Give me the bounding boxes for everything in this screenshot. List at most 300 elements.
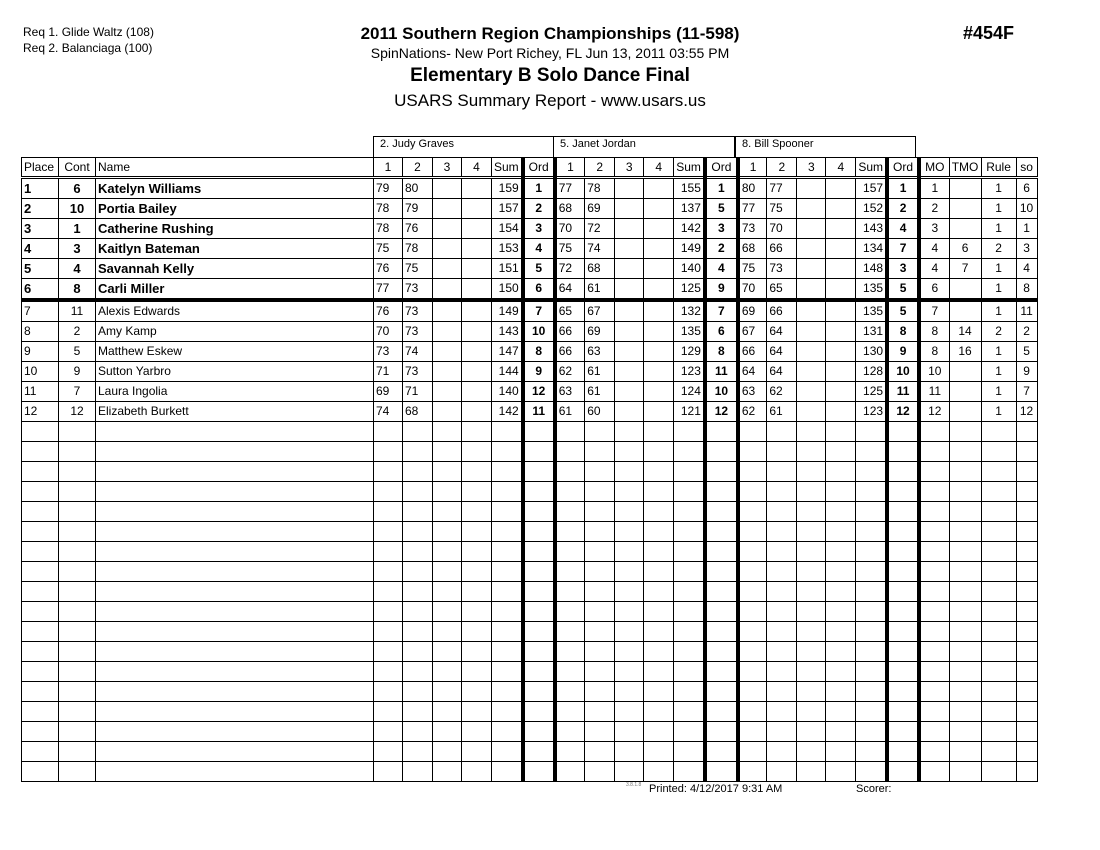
mo-cell: 8 [919,342,949,362]
judge-3-ordinal: 7 [887,239,919,259]
judge-3-ordinal: 10 [887,362,919,382]
rule-cell: 1 [981,199,1016,219]
blank-cell [374,462,403,482]
blank-cell [615,642,644,662]
judge-3-score-1: 69 [738,300,767,322]
blank-cell [644,742,674,762]
blank-cell [59,562,96,582]
blank-cell [433,542,462,562]
blank-cell [949,762,981,782]
judge-2-score-4 [644,178,674,199]
blank-cell [555,522,585,542]
judge-2-sum: 123 [674,362,705,382]
blank-cell [674,502,705,522]
judge-1-score-2: 75 [403,259,433,279]
blank-cell [523,542,555,562]
skater-name-cell: Catherine Rushing [96,219,374,239]
place-cell: 9 [22,342,59,362]
contestant-number-cell: 11 [59,300,96,322]
skater-name-cell: Elizabeth Burkett [96,402,374,422]
judge-2-score-2: 60 [585,402,615,422]
tmo-cell [949,219,981,239]
judge-2-score-4 [644,342,674,362]
blank-cell [981,502,1016,522]
mo-cell: 1 [919,178,949,199]
judge-3-score-4 [826,199,856,219]
blank-cell [96,682,374,702]
blank-cell [856,522,887,542]
blank-cell [403,602,433,622]
rule-cell: 1 [981,219,1016,239]
blank-cell [492,482,523,502]
blank-cell [22,562,59,582]
col-j3-sum: Sum [856,158,887,178]
blank-cell [523,462,555,482]
blank-cell [59,762,96,782]
col-j1-sum: Sum [492,158,523,178]
judge-3-sum: 130 [856,342,887,362]
blank-cell [555,702,585,722]
blank-cell [981,662,1016,682]
place-cell: 10 [22,362,59,382]
mo-cell: 11 [919,382,949,402]
judge-2-score-3 [615,239,644,259]
rule-cell: 1 [981,300,1016,322]
blank-cell [96,462,374,482]
judge-1-score-4 [462,322,492,342]
judge-2-ordinal: 12 [705,402,738,422]
judge-2-sum: 132 [674,300,705,322]
blank-cell [797,522,826,542]
so-cell: 9 [1016,362,1037,382]
place-cell: 2 [22,199,59,219]
so-cell: 5 [1016,342,1037,362]
blank-row [22,482,1038,502]
blank-cell [1016,462,1037,482]
blank-cell [674,462,705,482]
judge-1-score-4 [462,239,492,259]
tmo-cell [949,362,981,382]
blank-cell [919,462,949,482]
judge-3-score-3 [797,300,826,322]
skater-name-cell: Alexis Edwards [96,300,374,322]
blank-cell [767,522,797,542]
blank-cell [674,762,705,782]
blank-cell [856,742,887,762]
mo-cell: 4 [919,239,949,259]
blank-row [22,502,1038,522]
blank-cell [585,722,615,742]
blank-cell [949,482,981,502]
blank-cell [981,442,1016,462]
blank-cell [981,562,1016,582]
blank-cell [615,462,644,482]
contestant-number-cell: 9 [59,362,96,382]
judge-2-score-2: 61 [585,362,615,382]
blank-cell [674,422,705,442]
blank-cell [492,602,523,622]
col-j2-score2: 2 [585,158,615,178]
blank-cell [856,582,887,602]
table-row [22,402,1038,422]
blank-cell [96,502,374,522]
blank-cell [767,622,797,642]
judge-1-sum: 142 [492,402,523,422]
judge-2-score-4 [644,239,674,259]
blank-cell [738,742,767,762]
judge-2-score-1: 70 [555,219,585,239]
judge-2-score-3 [615,199,644,219]
blank-cell [705,582,738,602]
judge-1-score-3 [433,342,462,362]
so-cell: 12 [1016,402,1037,422]
blank-cell [705,422,738,442]
blank-cell [738,602,767,622]
blank-cell [738,622,767,642]
judge-1-ordinal: 7 [523,300,555,322]
event-code: #454F [963,23,1015,43]
place-cell: 11 [22,382,59,402]
blank-cell [492,502,523,522]
blank-cell [797,662,826,682]
judge-2-score-2: 63 [585,342,615,362]
blank-cell [738,562,767,582]
judge-1-score-2: 68 [403,402,433,422]
blank-cell [22,642,59,662]
requirement-1: Req 1. Glide Waltz (108) [23,25,154,39]
contestant-number-cell: 12 [59,402,96,422]
blank-cell [523,622,555,642]
blank-cell [585,582,615,602]
blank-cell [523,602,555,622]
judge-3-score-2: 66 [767,239,797,259]
blank-cell [856,682,887,702]
blank-cell [585,542,615,562]
blank-cell [615,442,644,462]
blank-cell [887,762,919,782]
blank-cell [797,422,826,442]
judge-1-score-3 [433,259,462,279]
judge-1-score-1: 76 [374,300,403,322]
blank-cell [615,602,644,622]
blank-cell [674,522,705,542]
blank-cell [403,642,433,662]
blank-cell [797,622,826,642]
table-row [22,259,1038,279]
blank-cell [919,662,949,682]
judge-1-ordinal: 9 [523,362,555,382]
blank-cell [919,482,949,502]
col-j3-score1: 1 [738,158,767,178]
blank-cell [705,542,738,562]
judge-1-ordinal: 6 [523,279,555,301]
blank-cell [1016,522,1037,542]
judge-1-score-4 [462,219,492,239]
blank-cell [374,762,403,782]
blank-cell [96,602,374,622]
judge-1-score-2: 74 [403,342,433,362]
judge-3-sum: 135 [856,279,887,301]
contestant-number-cell: 3 [59,239,96,259]
blank-cell [1016,422,1037,442]
judge-2-ordinal: 10 [705,382,738,402]
col-place: Place [22,158,59,178]
judge-1-ordinal: 10 [523,322,555,342]
blank-cell [523,582,555,602]
blank-row [22,582,1038,602]
blank-cell [585,442,615,462]
blank-cell [403,722,433,742]
blank-cell [644,562,674,582]
blank-cell [738,722,767,742]
blank-cell [919,642,949,662]
blank-cell [615,582,644,602]
blank-row [22,722,1038,742]
blank-cell [374,642,403,662]
blank-cell [856,542,887,562]
blank-cell [555,622,585,642]
blank-cell [767,482,797,502]
blank-cell [403,542,433,562]
judge-3-ordinal: 5 [887,300,919,322]
blank-cell [826,462,856,482]
blank-row [22,602,1038,622]
blank-cell [59,602,96,622]
blank-cell [1016,662,1037,682]
blank-cell [585,642,615,662]
blank-cell [949,462,981,482]
blank-cell [981,742,1016,762]
judge-1-score-3 [433,178,462,199]
blank-cell [492,442,523,462]
blank-cell [856,462,887,482]
blank-cell [767,682,797,702]
col-j3-ord: Ord [887,158,919,178]
contestant-number-cell: 6 [59,178,96,199]
blank-cell [705,602,738,622]
judge-2-score-4 [644,402,674,422]
judge-1-ordinal: 12 [523,382,555,402]
blank-cell [826,762,856,782]
blank-row [22,462,1038,482]
blank-cell [949,542,981,562]
blank-cell [856,562,887,582]
blank-cell [826,422,856,442]
judge-1-sum: 157 [492,199,523,219]
blank-cell [59,742,96,762]
blank-cell [887,582,919,602]
blank-cell [462,462,492,482]
blank-cell [738,702,767,722]
judge-3-score-3 [797,279,826,301]
blank-cell [59,642,96,662]
judge-3-score-4 [826,322,856,342]
blank-cell [797,742,826,762]
judge-2-score-1: 75 [555,239,585,259]
blank-cell [856,762,887,782]
mo-cell: 8 [919,322,949,342]
blank-cell [797,682,826,702]
blank-cell [403,622,433,642]
so-cell: 4 [1016,259,1037,279]
blank-cell [555,722,585,742]
blank-cell [797,702,826,722]
blank-cell [492,542,523,562]
blank-cell [919,762,949,782]
judge-1-score-2: 76 [403,219,433,239]
blank-cell [644,702,674,722]
blank-cell [374,542,403,562]
judge-3-score-1: 70 [738,279,767,301]
judge-1-score-2: 71 [403,382,433,402]
so-cell: 6 [1016,178,1037,199]
judge-3-sum: 148 [856,259,887,279]
table-row [22,178,1038,199]
judge-1-ordinal: 2 [523,199,555,219]
judge-1-sum: 147 [492,342,523,362]
blank-cell [981,762,1016,782]
blank-cell [96,642,374,662]
judge-1-score-2: 78 [403,239,433,259]
judge-2-score-3 [615,300,644,322]
col-j1-score3: 3 [433,158,462,178]
blank-cell [555,682,585,702]
blank-cell [981,602,1016,622]
blank-cell [22,622,59,642]
judge-3-score-1: 66 [738,342,767,362]
blank-cell [674,722,705,742]
blank-cell [738,662,767,682]
blank-cell [374,442,403,462]
judge-2-score-4 [644,219,674,239]
version-label: 3.8.1.8 [626,782,642,788]
blank-cell [887,562,919,582]
contestant-number-cell: 7 [59,382,96,402]
blank-cell [403,662,433,682]
judge-1-sum: 151 [492,259,523,279]
blank-cell [826,542,856,562]
blank-cell [492,422,523,442]
blank-cell [826,642,856,662]
blank-cell [22,542,59,562]
blank-cell [826,562,856,582]
blank-cell [644,482,674,502]
judge-1-score-3 [433,279,462,301]
blank-cell [826,722,856,742]
blank-cell [492,662,523,682]
blank-cell [96,522,374,542]
judge-1-score-2: 73 [403,322,433,342]
blank-cell [856,602,887,622]
blank-cell [674,602,705,622]
place-cell: 1 [22,178,59,199]
col-j3-score2: 2 [767,158,797,178]
col-name: Name [96,158,374,178]
blank-cell [919,502,949,522]
blank-cell [981,642,1016,662]
blank-cell [585,462,615,482]
blank-cell [919,622,949,642]
event-title: Elementary B Solo Dance Final [410,65,690,86]
blank-cell [492,582,523,602]
blank-cell [856,502,887,522]
rule-cell: 1 [981,259,1016,279]
blank-cell [523,742,555,762]
judge-1-score-1: 70 [374,322,403,342]
blank-cell [433,462,462,482]
blank-cell [738,762,767,782]
blank-cell [949,442,981,462]
blank-cell [615,422,644,442]
judge-2-score-1: 63 [555,382,585,402]
judge-2-ordinal: 4 [705,259,738,279]
judge-2-score-3 [615,382,644,402]
judge-3-score-4 [826,219,856,239]
blank-cell [555,762,585,782]
blank-cell [585,702,615,722]
blank-cell [585,742,615,762]
blank-cell [738,442,767,462]
judge-3-ordinal: 11 [887,382,919,402]
blank-cell [767,542,797,562]
col-j1-ord: Ord [523,158,555,178]
blank-cell [96,702,374,722]
blank-row [22,622,1038,642]
blank-cell [826,682,856,702]
blank-cell [523,702,555,722]
blank-cell [826,442,856,462]
judge-3-score-4 [826,342,856,362]
col-j1-score4: 4 [462,158,492,178]
mo-cell: 10 [919,362,949,382]
judge-2-score-3 [615,178,644,199]
judge-1-score-3 [433,300,462,322]
judge-2-score-1: 66 [555,342,585,362]
judge-1-score-4 [462,402,492,422]
blank-cell [797,502,826,522]
blank-cell [981,542,1016,562]
blank-cell [615,702,644,722]
blank-cell [462,702,492,722]
blank-cell [674,742,705,762]
blank-row [22,522,1038,542]
judge-3-sum: 134 [856,239,887,259]
judge-2-sum: 135 [674,322,705,342]
blank-cell [856,622,887,642]
blank-cell [585,562,615,582]
col-mo: MO [919,158,949,178]
blank-cell [949,722,981,742]
blank-cell [919,702,949,722]
blank-cell [403,442,433,462]
judge-1-score-1: 75 [374,239,403,259]
blank-cell [887,462,919,482]
blank-cell [555,442,585,462]
judge-1-sum: 149 [492,300,523,322]
judge-3-score-2: 64 [767,362,797,382]
judge-1-sum: 153 [492,239,523,259]
table-row [22,300,1038,322]
report-title: USARS Summary Report - www.usars.us [394,91,706,110]
judge-2-score-4 [644,382,674,402]
judge-1-score-3 [433,219,462,239]
judge-3-sum: 131 [856,322,887,342]
blank-cell [433,682,462,702]
blank-cell [523,522,555,542]
judge-1-ordinal: 1 [523,178,555,199]
blank-cell [644,762,674,782]
judge-2-sum: 149 [674,239,705,259]
